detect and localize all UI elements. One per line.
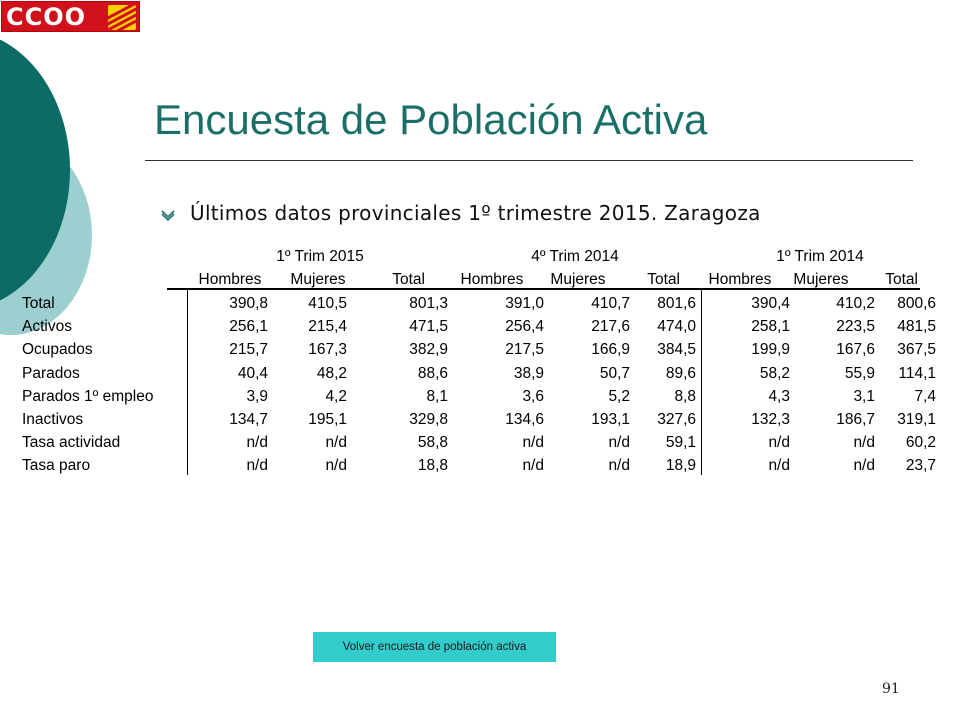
- table-cell: 410,5: [308, 295, 347, 312]
- table-cell: n/d: [608, 457, 630, 475]
- bullet-icon: [160, 208, 176, 224]
- table-cell: 215,4: [308, 318, 347, 336]
- title-divider: [145, 160, 913, 161]
- table-cell: n/d: [246, 457, 268, 475]
- table-cell: 390,8: [229, 295, 268, 312]
- table-cell: 40,4: [237, 364, 268, 382]
- table-cell: n/d: [522, 457, 544, 475]
- table-cell: 199,9: [751, 341, 790, 359]
- table-cell: 18,9: [665, 457, 696, 475]
- row-label: Total: [22, 295, 55, 312]
- table-cell: 23,7: [905, 457, 936, 475]
- table-cell: 217,5: [505, 341, 544, 359]
- table-row: [20, 315, 940, 338]
- column-header: Mujeres: [793, 271, 849, 288]
- table-cell: n/d: [246, 434, 268, 452]
- table-cell: 384,5: [657, 341, 696, 359]
- table-row: [20, 454, 940, 477]
- table-cell: 195,1: [308, 411, 347, 428]
- table-cell: 223,5: [836, 318, 875, 336]
- table-row: [20, 292, 940, 315]
- row-label: Activos: [22, 318, 72, 336]
- table-cell: 3,9: [246, 387, 268, 405]
- table-cell: 89,6: [665, 364, 696, 382]
- table-cell: 410,7: [591, 295, 630, 312]
- table-cell: 60,2: [905, 434, 936, 452]
- page-number: 91: [882, 681, 900, 697]
- table-cell: 48,2: [316, 364, 347, 382]
- table-cell: n/d: [768, 434, 790, 452]
- table-cell: 58,8: [417, 434, 448, 452]
- table-cell: n/d: [608, 434, 630, 452]
- table-row: [20, 408, 940, 431]
- table-cell: 471,5: [409, 318, 448, 336]
- row-label: Parados: [22, 364, 80, 382]
- column-header: Hombres: [198, 271, 262, 288]
- table-cell: 801,3: [409, 295, 448, 312]
- table-cell: n/d: [522, 434, 544, 452]
- aragon-flag-icon: [108, 5, 136, 30]
- logo-text: CCOO: [6, 3, 87, 31]
- table-cell: n/d: [325, 457, 347, 475]
- table-cell: 256,4: [505, 318, 544, 336]
- table-cell: 319,1: [897, 411, 936, 428]
- table-cell: 59,1: [665, 434, 696, 452]
- column-header: Total: [392, 271, 425, 288]
- table-cell: 186,7: [836, 411, 875, 428]
- table-cell: 167,3: [308, 341, 347, 359]
- table-cell: 134,6: [505, 411, 544, 428]
- row-label: Ocupados: [22, 341, 93, 359]
- table-cell: 132,3: [751, 411, 790, 428]
- table-cell: 327,6: [657, 411, 696, 428]
- row-label: Tasa actividad: [22, 434, 121, 452]
- column-header: Mujeres: [550, 271, 606, 288]
- column-divider: [187, 290, 188, 475]
- table-cell: 88,6: [417, 364, 448, 382]
- table-cell: 8,8: [674, 387, 696, 405]
- ccoo-logo: [0, 0, 142, 34]
- table-cell: 38,9: [513, 364, 544, 382]
- column-header: Hombres: [460, 271, 524, 288]
- column-header: Mujeres: [290, 271, 346, 288]
- table-cell: 55,9: [844, 364, 875, 382]
- column-divider: [701, 290, 702, 475]
- row-label: Parados 1º empleo: [22, 387, 154, 405]
- table-cell: 391,0: [505, 295, 544, 312]
- table-cell: 134,7: [229, 411, 268, 428]
- table-cell: 258,1: [751, 318, 790, 336]
- table-cell: 800,6: [897, 295, 936, 312]
- table-cell: 193,1: [591, 411, 630, 428]
- table-cell: 167,6: [836, 341, 875, 359]
- table-cell: 58,2: [759, 364, 790, 382]
- table-cell: 7,4: [914, 387, 936, 405]
- table-cell: n/d: [768, 457, 790, 475]
- table-cell: 4,3: [768, 387, 790, 405]
- table-cell: 8,1: [426, 387, 448, 405]
- back-to-survey-button[interactable]: Volver encuesta de población activa: [313, 632, 556, 662]
- table-cell: n/d: [853, 457, 875, 475]
- table-cell: n/d: [325, 434, 347, 452]
- table-cell: 390,4: [751, 295, 790, 312]
- row-label: Inactivos: [22, 411, 84, 428]
- page-title: Encuesta de Población Activa: [154, 96, 708, 143]
- table-cell: 3,6: [522, 387, 544, 405]
- table-cell: 481,5: [897, 318, 936, 336]
- table-cell: 217,6: [591, 318, 630, 336]
- table-cell: 114,1: [898, 364, 936, 382]
- table-cell: 329,8: [409, 411, 448, 428]
- table-cell: 4,2: [325, 387, 347, 405]
- row-label: Tasa paro: [22, 457, 91, 475]
- table-cell: 801,6: [657, 295, 696, 312]
- table-cell: 50,7: [599, 364, 630, 382]
- table-row: [20, 338, 940, 361]
- table-cell: 215,7: [229, 341, 268, 359]
- table-cell: 256,1: [229, 318, 268, 336]
- subtitle: Últimos datos provinciales 1º trimestre 2015. Zaragoza: [190, 201, 761, 225]
- table-row: [20, 362, 940, 385]
- period-header-row: [20, 245, 940, 268]
- table-cell: 3,1: [853, 387, 875, 405]
- table-row: [20, 431, 940, 454]
- header-rule: [167, 288, 920, 290]
- table-row: [20, 385, 940, 408]
- table-cell: 367,5: [897, 341, 936, 359]
- table-cell: 18,8: [417, 457, 448, 475]
- period-header: 1º Trim 2015: [276, 248, 364, 265]
- table-cell: n/d: [853, 434, 875, 452]
- table-cell: 474,0: [657, 318, 696, 336]
- period-header: 4º Trim 2014: [531, 248, 619, 265]
- column-header: Total: [647, 271, 680, 288]
- period-header: 1º Trim 2014: [776, 248, 864, 265]
- table-cell: 5,2: [608, 387, 630, 405]
- table-cell: 410,2: [836, 295, 875, 312]
- column-header: Hombres: [708, 271, 772, 288]
- table-cell: 166,9: [591, 341, 630, 359]
- table-cell: 382,9: [409, 341, 448, 359]
- column-header: Total: [885, 271, 918, 288]
